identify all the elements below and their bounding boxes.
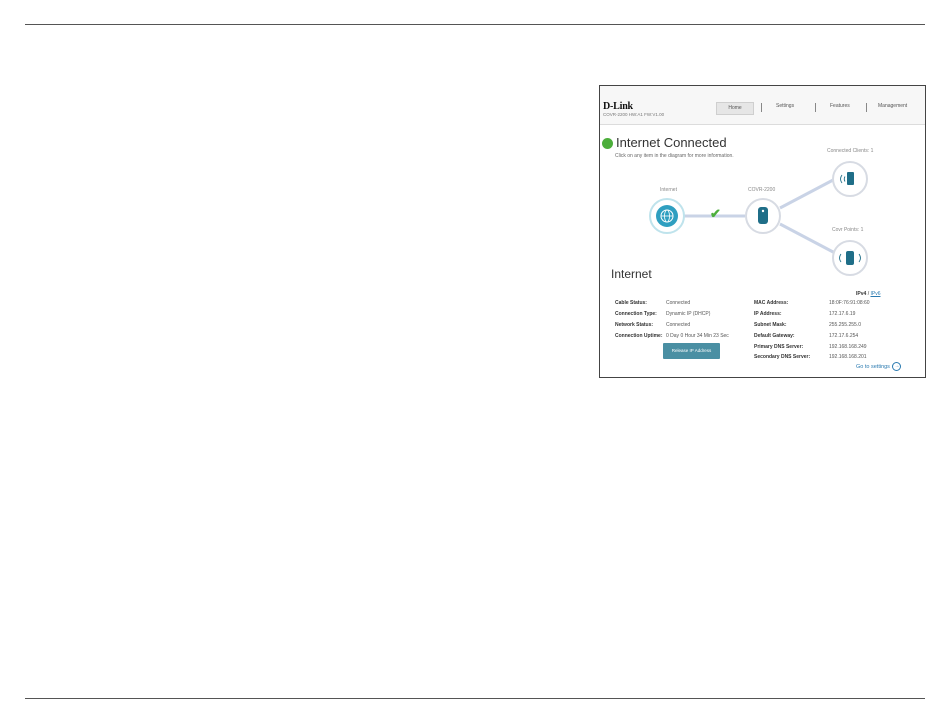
ip-version-separator: / [867,291,870,297]
info-row: Subnet Mask: 255.255.255.0 [754,322,861,328]
connection-status-title: Internet Connected [616,135,727,150]
nav-features[interactable]: Features [830,103,850,109]
ip-version-toggle [856,291,880,297]
covr-points-node[interactable] [833,241,867,275]
model-info: COVR-2200 HW:A1 FW:V1.00 [603,112,665,117]
internet-node[interactable] [650,199,684,233]
router-label: COVR-2200 [748,187,776,193]
router-node[interactable] [746,199,780,233]
clients-node[interactable] [833,162,867,196]
nav-settings[interactable]: Settings [776,103,795,109]
info-row: MAC Address: 18:0F:76:91:08:60 [754,300,870,306]
nav-home[interactable]: Home [716,102,754,115]
bottom-rule [25,698,925,699]
router-home-screenshot [599,85,926,378]
dlink-logo: D-Link [603,101,633,112]
arrow-right-icon: → [894,363,900,369]
internet-section-title: Internet [611,267,652,281]
info-row: Secondary DNS Server: 192.168.168.201 [754,354,867,360]
ipv6-link[interactable]: IPv6 [870,291,881,297]
checkmark-icon: ✔ [710,206,721,221]
info-row: IP Address: 172.17.6.19 [754,311,856,317]
internet-label: Internet [660,187,677,193]
release-ip-button[interactable]: Release IP Address [663,343,720,359]
covr-points-label: Covr Points: 1 [832,227,864,233]
nav-management[interactable]: Management [878,103,908,109]
diagram-hint: Click on any item in the diagram for more information. [615,153,734,159]
top-rule [25,24,925,25]
info-row: Default Gateway: 172.17.6.254 [754,333,859,339]
connected-clients-label: Connected Clients: 1 [827,148,874,154]
info-row: Cable Status: Connected [615,300,691,306]
info-row: Network Status: Connected [615,322,691,328]
ipv4-tab[interactable]: IPv4 [856,291,867,297]
info-row: Primary DNS Server: 192.168.168.249 [754,344,867,350]
info-row: Connection Type: Dynamic IP (DHCP) [615,311,711,317]
info-row: Connection Uptime: 0 Day 0 Hour 34 Min 23 Sec [615,333,729,339]
go-to-settings-link[interactable] [856,362,901,371]
go-to-settings-label: Go to settings [856,363,890,370]
